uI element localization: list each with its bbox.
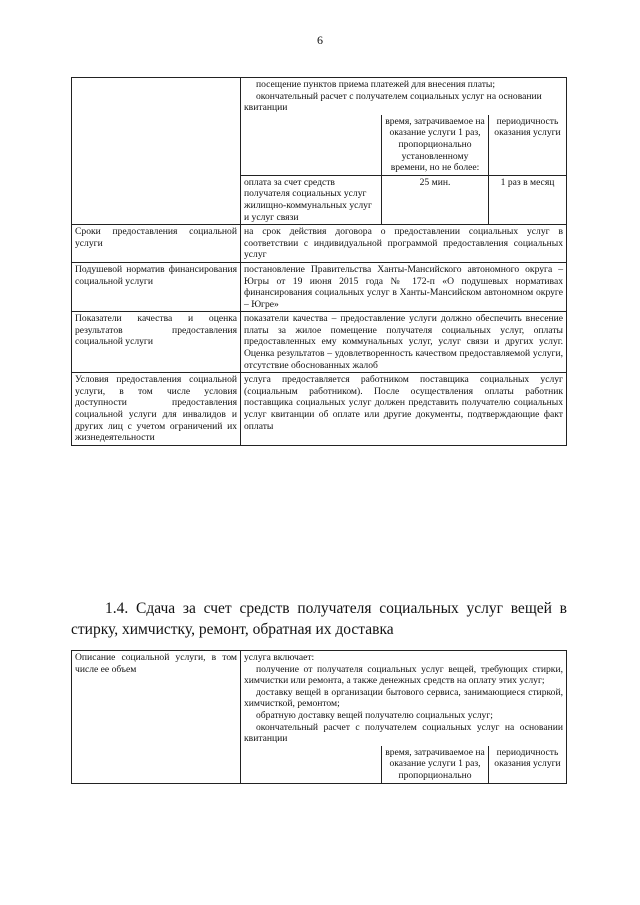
description-cell (241, 651, 567, 784)
empty-cell (241, 115, 382, 175)
page-number: 6 (317, 33, 323, 47)
list-item: доставку вещей в организации бытового сервиса, занимающиеся стиркой, химчисткой, ремонтом; (244, 686, 563, 710)
empty-label-cell (72, 78, 241, 225)
row-label-description: Описание социальной услуги, в том числе ее объем (72, 651, 241, 784)
table-row (72, 78, 567, 225)
list-item: окончательный расчет с получателем социальных услуг на основании квитанции (244, 721, 563, 745)
row-value-financing: постановление Правительства Ханты-Мансийского автономного округа – Югры от 19 июня 2015 года № 172-п «О подушевых нормативах финансирования социальных услуг в Ханты-Мансийском автономном округе – Югре» (241, 262, 567, 311)
period-value: 1 раз в месяц (489, 175, 567, 224)
col-period-header: периодичность оказания услуги (489, 115, 567, 175)
service-table-2 (71, 650, 567, 784)
table-row (72, 373, 567, 446)
time-value: 25 мин. (382, 175, 489, 224)
section-heading: 1.4. Сдача за счет средств получателя социальных услуг вещей в стирку, химчистку, ремонт, обратная их доставка (71, 600, 567, 638)
row-label-financing: Подушевой норматив финансирования социальной услуги (72, 262, 241, 311)
table-row (72, 651, 567, 784)
row-value-terms: на срок действия договора о предоставлении социальных услуг в соответствии с индивидуальной программой предоставления социальных услуг (241, 225, 567, 263)
row-label-quality: Показатели качества и оценка результатов предоставления социальной услуги (72, 312, 241, 373)
col-period-header: периодичность оказания услуги (489, 746, 567, 783)
description-cell (241, 78, 567, 225)
empty-cell (241, 746, 382, 783)
row-value-conditions: услуга предоставляется работником поставщика социальных услуг (социальным работником). После осуществления оплаты работник поставщика социальных услуг должен представить получателю социальных услуг квитанции об оплате или другие документы, подтверждающие факт оплаты (241, 373, 567, 446)
table-row (72, 225, 567, 263)
row-label-conditions: Условия предоставления социальной услуги, в том числе условия доступности предоставления социальной услуги для инвалидов и других лиц с учетом ограничений их жизнедеятельности (72, 373, 241, 446)
row-value-quality: показатели качества – предоставление услуги должно обеспечить внесение платы за жилое помещение получателя социальных услуг, оплаты предоставленных ему коммунальных услуг, услуг связи и других услуг. Оценка результатов – удовлетворенность качеством предоставляемой услуги, отсутствие обоснованных жалоб (241, 312, 567, 373)
list-item: обратную доставку вещей получателю социальных услуг; (256, 709, 493, 721)
table-row (72, 262, 567, 311)
service-name: оплата за счет средств получателя социальных услуг жилищно-коммунальных услуг и услуг связи (241, 175, 382, 224)
list-item: окончательный расчет с получателем социальных услуг на основании квитанции (244, 90, 542, 114)
list-item: посещение пунктов приема платежей для внесения платы; (256, 79, 496, 90)
time-table (241, 115, 566, 224)
col-time-header: время, затрачиваемое на оказание услуги 1 раз, пропорционально установленному времени, но не более: (382, 115, 489, 175)
list-item: получение от получателя социальных услуг вещей, требующих стирки, химчистки или ремонта, а также денежных средств на оплату этих услуг; (244, 663, 563, 687)
time-table (241, 746, 566, 783)
col-time-header: время, затрачиваемое на оказание услуги 1 раз, пропорционально (382, 746, 489, 783)
intro-text: услуга включает: (244, 652, 315, 663)
table-row (72, 312, 567, 373)
row-label-terms: Сроки предоставления социальной услуги (72, 225, 241, 263)
service-table-1 (71, 77, 567, 446)
